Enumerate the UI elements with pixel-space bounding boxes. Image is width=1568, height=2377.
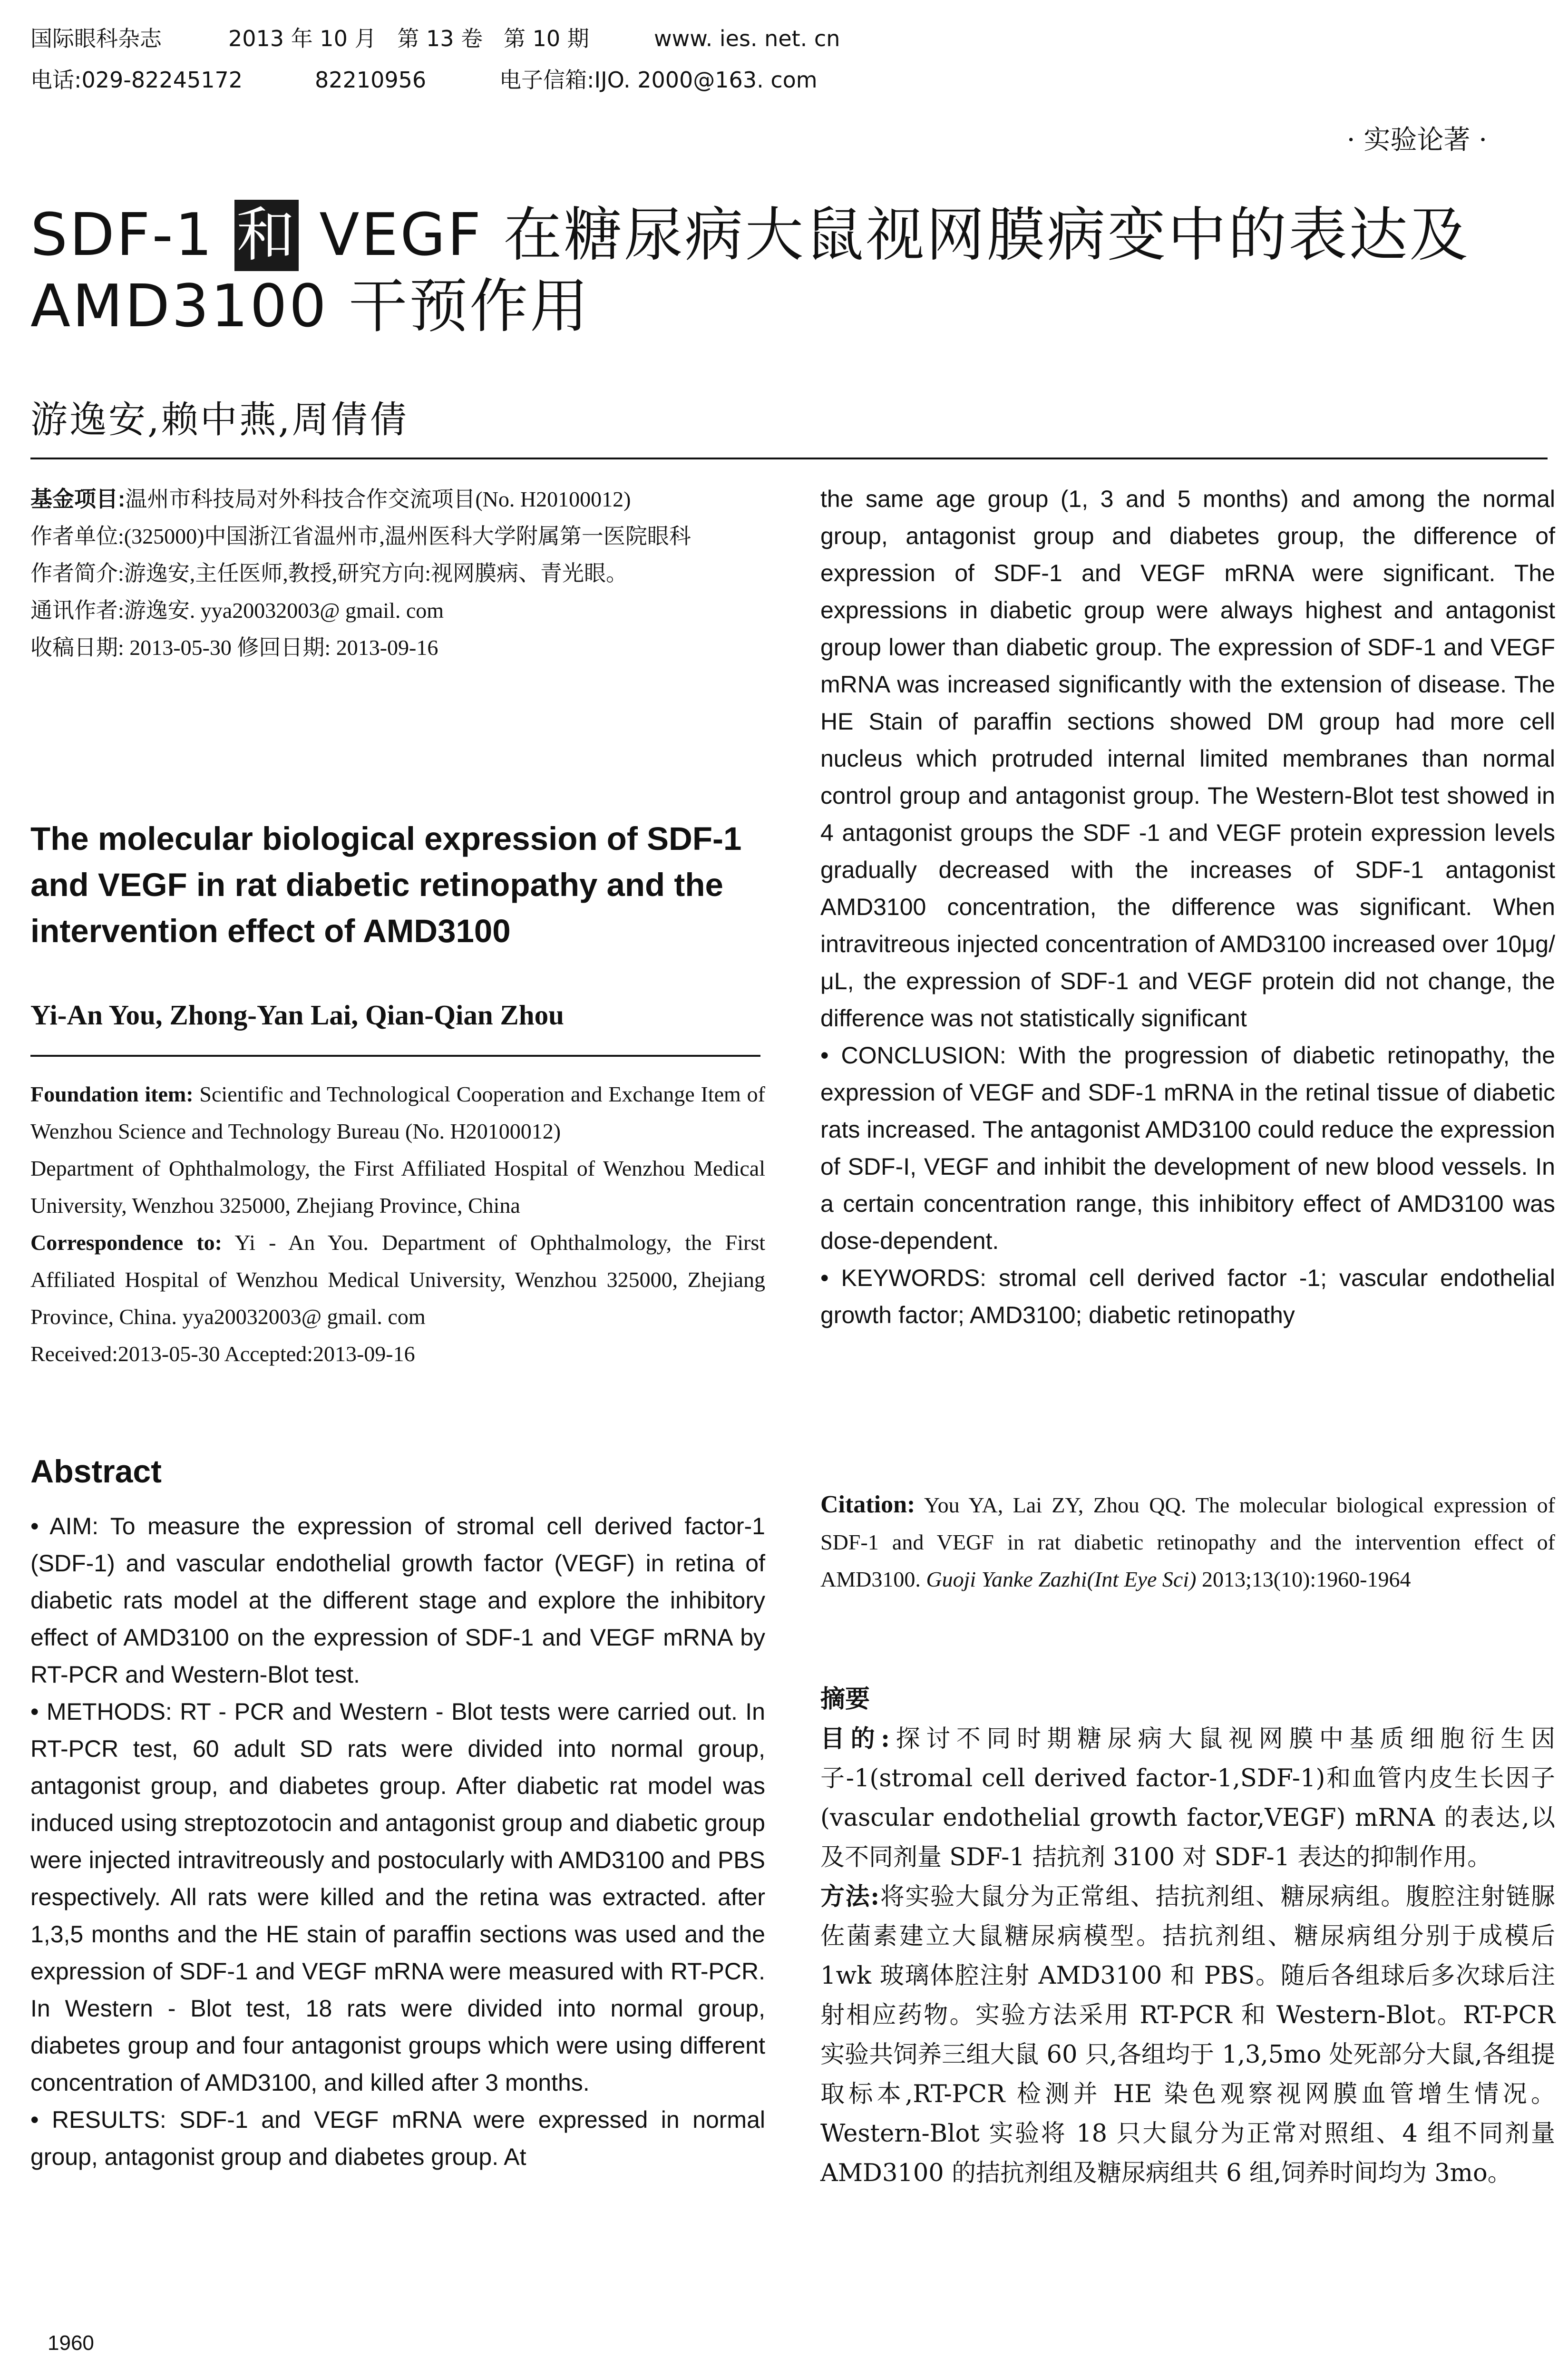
- issue-info: 2013 年 10 月 第 13 卷 第 10 期: [228, 26, 589, 51]
- department-en: Department of Ophthalmology, the First Affiliated Hospital of Wenzhou Medical University, Wenzhou 325000, Zhejiang Province, China: [30, 1156, 765, 1218]
- abstract-heading: Abstract: [30, 1453, 162, 1490]
- journal-name: 国际眼科杂志: [30, 26, 162, 51]
- author-bio-cn: 作者简介:游逸安,主任医师,教授,研究方向:视网膜病、青光眼。: [30, 561, 628, 585]
- abstract-aim: • AIM: To measure the expression of stromal cell derived factor-1 (SDF-1) and vascular endothelial growth factor (VEGF) in retina of diabetic rats model at the different stage and explore the inhibitory effect of AMD3100 on the expression of SDF-1 and VEGF mRNA by RT-PCR and Western-Blot test.: [30, 1513, 765, 1688]
- foundation-en-label: Foundation item:: [30, 1082, 194, 1106]
- cn-abstract-methods-label: 方法:: [820, 1882, 880, 1911]
- journal-phone: 电话:029-82245172: [30, 67, 243, 93]
- abstract-conclusion: • CONCLUSION: With the progression of diabetic retinopathy, the expression of VEGF and SDF-1 mRNA in the retinal tissue of diabetic rats increased. The antagonist AMD3100 could reduce the expression of SDF-I, VEGF and inhibit the development of new blood vessels. In a certain concentration range, this inhibitory effect of AMD3100 was dose-dependent.: [820, 1042, 1555, 1254]
- abstract-keywords: • KEYWORDS: stromal cell derived factor -1; vascular endothelial growth factor; AMD3100; diabetic retinopathy: [820, 1265, 1555, 1328]
- citation-tail: 2013;13(10):1960-1964: [1196, 1567, 1411, 1591]
- paper-title: [30, 200, 1552, 342]
- info-en-block: [30, 1076, 765, 1373]
- authors-cn: 游逸安,赖中燕,周倩倩: [30, 399, 409, 441]
- correspondence-en-text: Yi - An You. Department of Ophthalmology, the First Affiliated Hospital of Wenzhou Medical University, Wenzhou 325000, Zhejiang Province, China. yya20032003@ gmail. com: [30, 1230, 765, 1329]
- citation-block: [820, 1486, 1555, 1598]
- cn-abstract-aim: [820, 1719, 1555, 1877]
- cn-abstract-methods-text: 将实验大鼠分为正常组、拮抗剂组、糖尿病组。腹腔注射链脲佐菌素建立大鼠糖尿病模型。拮抗剂组、糖尿病组分别于成模后 1wk 玻璃体腔注射 AMD3100 和 PBS。随后各组球后多次球后注射相应药物。实验方法采用 RT-PCR 和 Western-Blot。RT-PCR 实验共饲养三组大鼠 60 只,各组均于 1,3,5mo 处死部分大鼠,各组提取标本,RT-PCR 检测并 HE 染色观察视网膜血管增生情况。Western-Blot 实验将 18 只大鼠分为正常对照组、4 组不同剂量 AMD3100 的拮抗剂组及糖尿病组共 6 组,饲养时间均为 3mo。: [820, 1883, 1556, 2187]
- title-part-1: SDF-1: [30, 201, 235, 269]
- citation-journal: Guoji Yanke Zazhi(Int Eye Sci): [926, 1567, 1197, 1591]
- cn-abstract-aim-text: 探讨不同时期糖尿病大鼠视网膜中基质细胞衍生因子-1(stromal cell derived factor-1,SDF-1)和血管内皮生长因子(vascular endothelial growth factor,VEGF) mRNA 的表达,以及不同剂量 SDF-1 拮抗剂 3100 对 SDF-1 表达的抑制作用。: [820, 1725, 1555, 1871]
- foundation-cn-label: 基金项目:: [30, 487, 126, 511]
- abstract-left-column: [30, 1508, 765, 2175]
- english-title: The molecular biological expression of SDF-1 and VEGF in rat diabetic retinopathy and the intervention effect of AMD3100: [30, 820, 742, 949]
- top-rule: [30, 458, 1548, 459]
- correspondence-cn: 通讯作者:游逸安. yya20032003@ gmail. com: [30, 598, 444, 623]
- english-authors: Yi-An You, Zhong-Yan Lai, Qian-Qian Zhou: [30, 999, 564, 1031]
- info-cn-block: [30, 480, 765, 666]
- title-part-2: VEGF 在糖尿病大鼠视网膜病变中的表达及: [299, 201, 1470, 269]
- foundation-en: [30, 1076, 765, 1150]
- journal-website: www. ies. net. cn: [654, 26, 840, 51]
- cn-abstract-aim-label: 目的:: [820, 1724, 890, 1753]
- abstract-right-column: [820, 480, 1555, 1334]
- cn-abstract-methods: [820, 1877, 1555, 2193]
- cn-abstract-heading: 摘要: [820, 1685, 870, 1713]
- dates-en: Received:2013-05-30 Accepted:2013-09-16: [30, 1342, 415, 1366]
- cn-abstract-body: [820, 1719, 1555, 2193]
- abstract-methods: • METHODS: RT - PCR and Western - Blot tests were carried out. In RT-PCR test, 60 adult SD rats were divided into normal group, antagonist group, and diabetes group. After diabetic rat model was induced using streptozotocin and antagonist group and diabetic group were injected intravitreously and postocularly with AMD3100 and PBS respectively. All rats were killed and the retina was extracted. after 1,3,5 months and the HE stain of paraffin sections was used and the expression of SDF-1 and VEGF mRNA were measured with RT-PCR. In Western - Blot test, 18 rats were divided into normal group, diabetes group and four antagonist groups which were using different concentration of AMD3100, and killed after 3 months.: [30, 1698, 765, 2096]
- journal-phone-2: 82210956: [315, 67, 427, 93]
- foundation-cn: [30, 480, 765, 518]
- foundation-cn-text: 温州市科技局对外科技合作交流项目(No. H20100012): [125, 487, 631, 511]
- journal-email: 电子信箱:IJO. 2000@163. com: [499, 67, 818, 93]
- foundation-en-text: Scientific and Technological Cooperation and Exchange Item of Wenzhou Science and Technology Bureau (No. H20100012): [30, 1082, 765, 1143]
- abstract-results-start: • RESULTS: SDF-1 and VEGF mRNA were expressed in normal group, antagonist group and diabetes group. At: [30, 2106, 765, 2170]
- affiliation-cn: 作者单位:(325000)中国浙江省温州市,温州医科大学附属第一医院眼科: [30, 524, 691, 548]
- dates-cn: 收稿日期: 2013-05-30 修回日期: 2013-09-16: [30, 635, 438, 660]
- title-line-2: AMD3100 干预作用: [30, 273, 591, 341]
- page-number: 1960: [48, 2331, 94, 2355]
- section-tag: · 实验论著 ·: [1346, 125, 1487, 156]
- author-rule: [30, 1055, 760, 1057]
- abstract-results-cont: the same age group (1, 3 and 5 months) and among the normal group, antagonist group and diabetes group, the difference of expression of SDF-1 and VEGF mRNA were significant. The expressions in diabetic group were always highest and antagonist group lower than diabetic group. The expression of SDF-1 and VEGF mRNA was increased significantly with the extension of disease. The HE Stain of paraffin sections showed DM group had more cell nucleus which protruded internal limited membranes than normal control group and antagonist group. The Western-Blot test showed in 4 antagonist groups the SDF -1 and VEGF protein expression levels gradually decreased with the increases of SDF-1 antagonist AMD3100 concentration, the difference was significant. When intravitreous injected concentration of AMD3100 increased over 10μg/μL, the expression of SDF-1 and VEGF protein did not change, the difference was not statistically significant: [820, 486, 1555, 1032]
- title-highlight: 和: [234, 200, 299, 271]
- citation-label: Citation:: [820, 1491, 915, 1518]
- correspondence-en-label: Correspondence to:: [30, 1230, 222, 1255]
- citation-text: You YA, Lai ZY, Zhou QQ. The molecular biological expression of SDF-1 and VEGF in rat diabetic retinopathy and the intervention effect of AMD3100.: [820, 1493, 1555, 1591]
- correspondence-en: [30, 1224, 765, 1335]
